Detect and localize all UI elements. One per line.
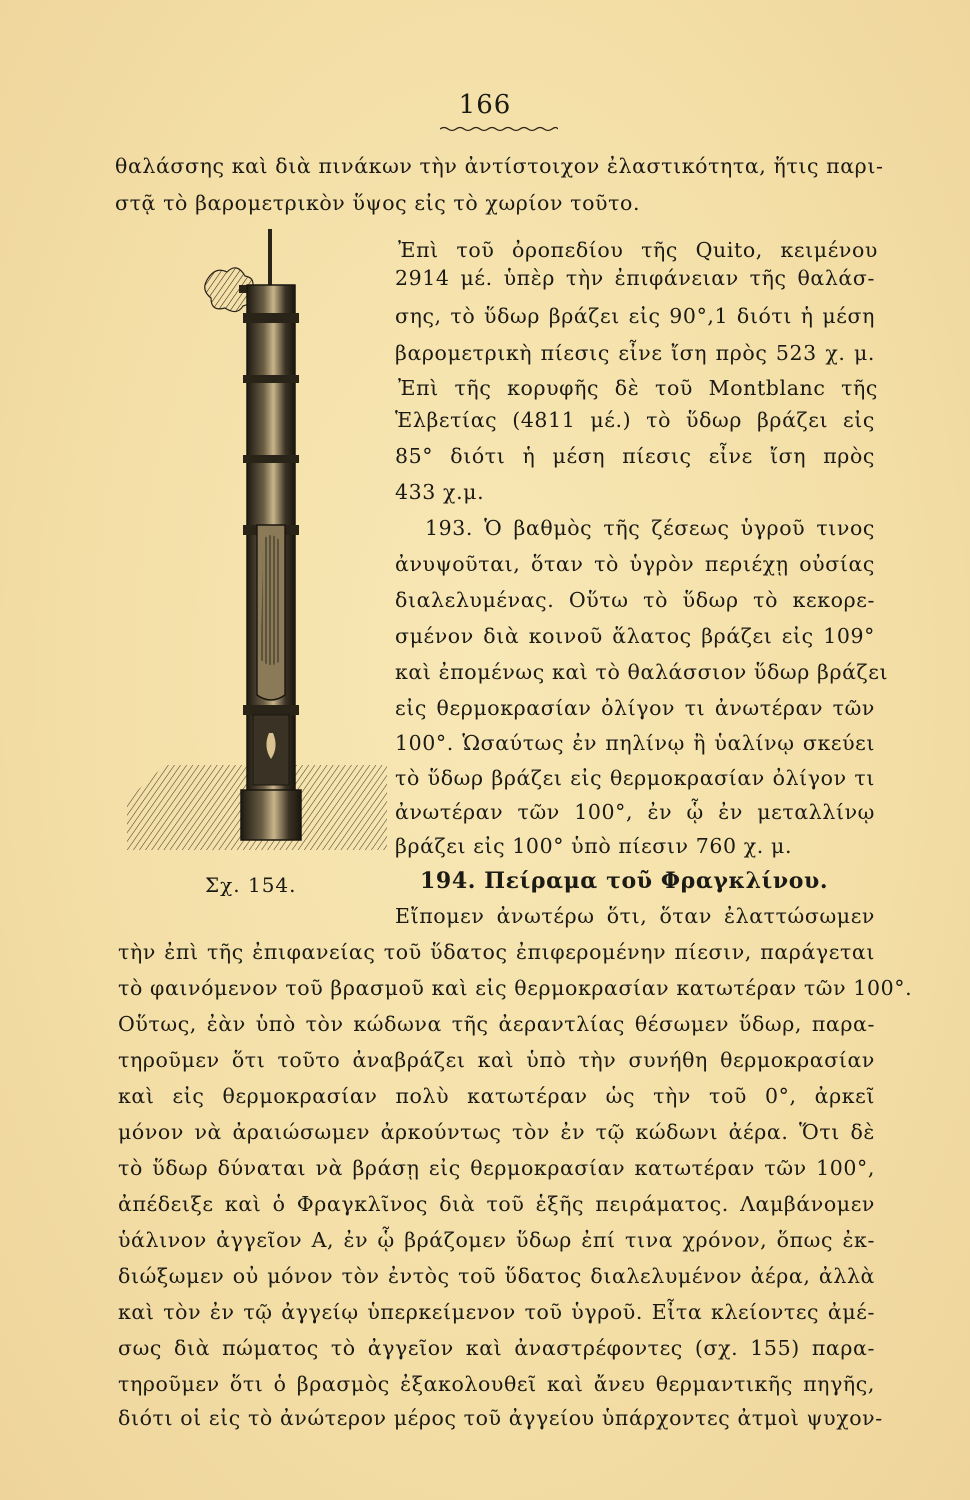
figure-caption: Σχ. 154.: [205, 873, 297, 897]
text-line: 100°. Ὡσαύτως ἐν πηλίνῳ ἢ ὑαλίνῳ σκεύει: [395, 731, 875, 755]
text-line: τηροῦμεν ὅτι τοῦτο ἀναβράζει καὶ ὑπὸ τὴν συνήθη θερμοκρασίαν: [118, 1048, 875, 1072]
text-line: στᾷ τὸ βαρομετρικὸν ὕψος εἰς τὸ χωρίον τοῦτο.: [115, 191, 641, 215]
text-line: μόνον νὰ ἀραιώσωμεν ἀρκούντως τὸν ἐν τῷ κώδωνι ἀέρα. Ὅτι δὲ: [118, 1120, 875, 1144]
text-line: τὴν ἐπὶ τῆς ἐπιφανείας τοῦ ὕδατος ἐπιφερομένην πίεσιν, παράγεται: [118, 940, 875, 964]
text-line: 433 χ.μ.: [395, 480, 485, 504]
text-line: καὶ ἐπομένως καὶ τὸ θαλάσσιον ὕδωρ βράζει: [395, 660, 889, 684]
text-line: τὸ ὕδωρ βράζει εἰς θερμοκρασίαν ὀλίγον τι: [395, 766, 875, 790]
hypsometer-illustration: [125, 225, 390, 855]
text-line: ἀπέδειξε καὶ ὁ Φραγκλῖνος διὰ τοῦ ἑξῆς πειράματος. Λαμβάνομεν: [118, 1192, 875, 1216]
text-line: 85° διότι ἡ μέση πίεσις εἶνε ἴση πρὸς: [395, 444, 875, 468]
text-line: σως διὰ πώματος τὸ ἀγγεῖον καὶ ἀναστρέφοντες (σχ. 155) παρα-: [118, 1336, 875, 1360]
text-line: Εἴπομεν ἀνωτέρω ὅτι, ὅταν ἐλαττώσωμεν: [395, 904, 875, 928]
text-line: σης, τὸ ὕδωρ βράζει εἰς 90°,1 διότι ἡ μέση: [395, 304, 875, 328]
text-line: τὸ φαινόμενον τοῦ βρασμοῦ καὶ εἰς θερμοκρασίαν κατωτέραν τῶν 100°.: [118, 976, 913, 1000]
text-line: 2914 μέ. ὑπὲρ τὴν ἐπιφάνειαν τῆς θαλάσ-: [395, 266, 875, 290]
page-number: 166: [458, 90, 512, 120]
text-line: βράζει εἰς 100° ὑπὸ πίεσιν 760 χ. μ.: [395, 834, 793, 858]
text-line: τηροῦμεν ὅτι ὁ βρασμὸς ἐξακολουθεῖ καὶ ἄνευ θερμαντικῆς πηγῆς,: [118, 1372, 875, 1396]
text-line: ἀνωτέραν τῶν 100°, ἐν ᾧ ἐν μεταλλίνῳ: [395, 800, 875, 824]
text-line: βαρομετρικὴ πίεσις εἶνε ἴση πρὸς 523 χ. μ.: [395, 341, 875, 365]
text-line: Οὕτως, ἐὰν ὑπὸ τὸν κώδωνα τῆς ἀεραντλίας θέσωμεν ὕδωρ, παρα-: [118, 1012, 875, 1036]
text-line: Ἐπὶ τοῦ ὀροπεδίου τῆς Quito, κειμένου: [398, 238, 878, 262]
text-line: 193. Ὁ βαθμὸς τῆς ζέσεως ὑγροῦ τινος: [425, 516, 875, 540]
text-line: διότι οἱ εἰς τὸ ἀνώτερον μέρος τοῦ ἀγγείου ὑπάρχοντες ἀτμοὶ ψυχον-: [118, 1406, 883, 1430]
decorative-rule: [440, 126, 558, 132]
text-line: ἀνυψοῦται, ὅταν τὸ ὑγρὸν περιέχῃ οὐσίας: [395, 552, 875, 576]
text-line: Ἐπὶ τῆς κορυφῆς δὲ τοῦ Montblanc τῆς: [398, 376, 878, 400]
text-line: Ἑλβετίας (4811 μέ.) τὸ ὕδωρ βράζει εἰς: [395, 408, 875, 432]
text-line: διώξωμεν οὐ μόνον τὸν ἐντὸς τοῦ ὕδατος διαλελυμένον ἀέρα, ἀλλὰ: [118, 1264, 875, 1288]
text-line: εἰς θερμοκρασίαν ὀλίγον τι ἀνωτέραν τῶν: [395, 696, 875, 720]
text-line: σμένον διὰ κοινοῦ ἅλατος βράζει εἰς 109°: [395, 624, 875, 648]
text-line: τὸ ὕδωρ δύναται νὰ βράσῃ εἰς θερμοκρασίαν κατωτέραν τῶν 100°,: [118, 1156, 875, 1180]
text-line: καὶ εἰς θερμοκρασίαν πολὺ κατωτέραν ὡς τὴν τοῦ 0°, ἀρκεῖ: [118, 1084, 875, 1108]
text-line: ὑάλινον ἀγγεῖον Α, ἐν ᾧ βράζομεν ὕδωρ ἐπί τινα χρόνον, ὅπως ἐκ-: [118, 1228, 875, 1252]
text-line: θαλάσσης καὶ διὰ πινάκων τὴν ἀντίστοιχον ἐλαστικότητα, ἥτις παρι-: [115, 154, 884, 178]
text-line: καὶ τὸν ἐν τῷ ἀγγείῳ ὑπερκείμενον τοῦ ὑγροῦ. Εἶτα κλείοντες ἀμέ-: [118, 1300, 875, 1324]
text-line: διαλελυμένας. Οὕτω τὸ ὕδωρ τὸ κεκορε-: [395, 588, 875, 612]
section-heading: 194. Πείραμα τοῦ Φραγκλίνου.: [420, 868, 829, 894]
